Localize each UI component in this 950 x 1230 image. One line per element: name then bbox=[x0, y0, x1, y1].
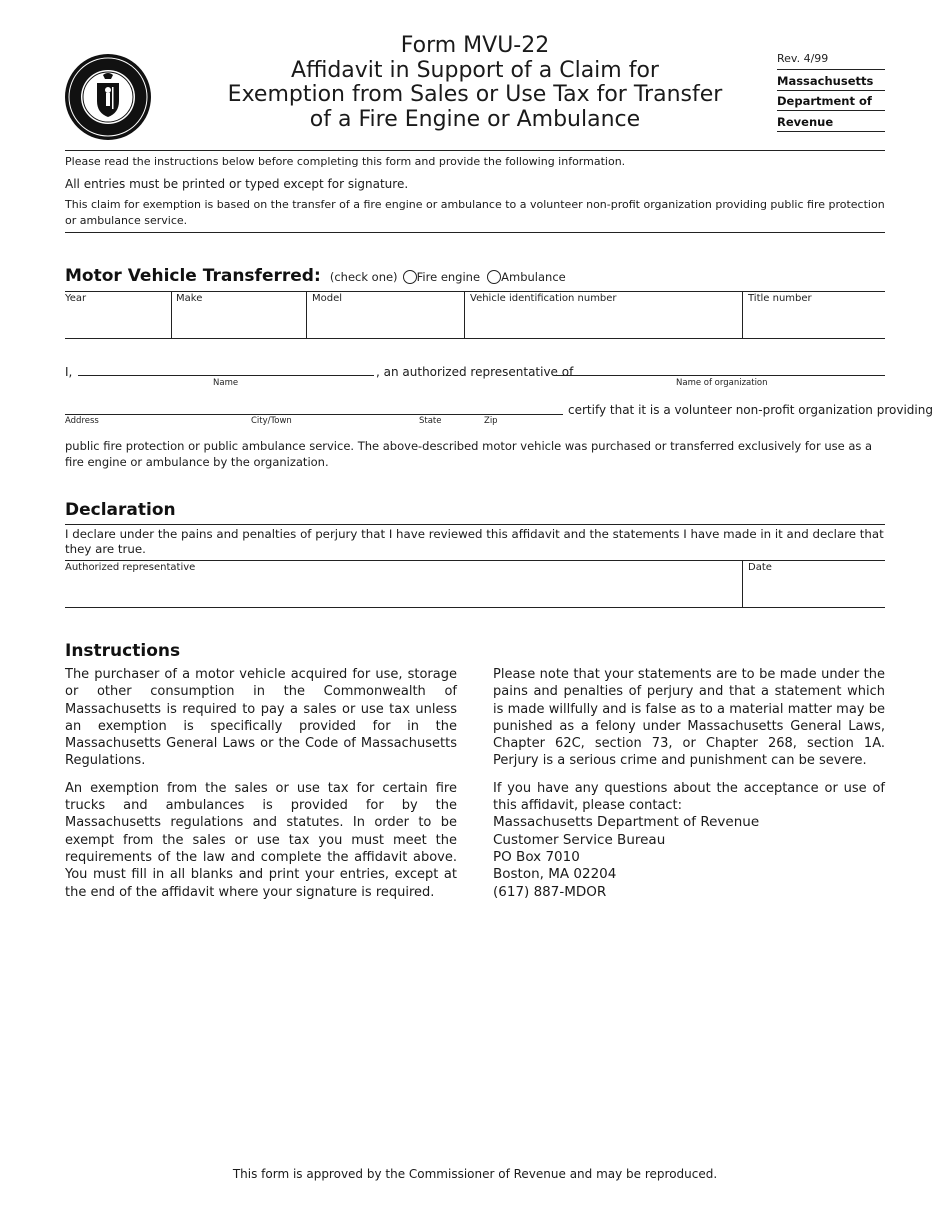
instructions-right-column bbox=[493, 666, 885, 901]
authorized-text: , an authorized representative of bbox=[376, 365, 574, 379]
contact-line-5: (617) 887-MDOR bbox=[493, 883, 607, 900]
form-title-block bbox=[200, 34, 750, 132]
instructions-para-2: An exemption from the sales or use tax for certain fire trucks and ambulances is provided for by the Massachusetts regulations and statutes. In order to be exempt from the sales or use tax you must meet the requirements of the law and complete the affidavit above. You must fill in all blanks and print your entries, except at the end of the affidavit where your signature is required. bbox=[65, 780, 457, 900]
fire-engine-radio[interactable] bbox=[403, 270, 417, 284]
instructions-para-4: If you have any questions about the acceptance or use of this affidavit, please contact: bbox=[493, 780, 885, 814]
state-seal bbox=[64, 53, 152, 141]
form-number: Form MVU-22 bbox=[400, 33, 550, 58]
organization-input[interactable] bbox=[555, 375, 885, 376]
date-field[interactable]: Date bbox=[748, 562, 772, 573]
model-field[interactable]: Model bbox=[312, 293, 343, 304]
vin-field[interactable]: Vehicle identification number bbox=[470, 293, 617, 304]
agency-line-2: Department of bbox=[777, 94, 872, 108]
revision-label: Rev. 4/99 bbox=[777, 52, 829, 65]
year-field[interactable]: Year bbox=[65, 293, 87, 304]
intro-line-1: Please read the instructions below before completing this form and provide the following information. bbox=[65, 155, 626, 168]
address-input[interactable] bbox=[65, 414, 563, 415]
name-input[interactable] bbox=[78, 375, 374, 376]
title-line-3: of a Fire Engine or Ambulance bbox=[309, 106, 641, 132]
instructions-para-1: The purchaser of a motor vehicle acquired for use, storage or other consumption in the Commonwealth of Massachusetts is required to pay a sales or use tax unless an exemption is specifically provided for in the Massachusetts General Laws or the Code of Massachusetts Regulations. bbox=[65, 667, 457, 769]
intro-line-3: This claim for exemption is based on the transfer of a fire engine or ambulance to a volunteer non-profit organization providing public fire protection or ambulance service. bbox=[65, 198, 885, 227]
contact-line-3: PO Box 7010 bbox=[493, 848, 580, 865]
instructions-left-column bbox=[65, 666, 457, 901]
certify-text: certify that it is a volunteer non-profit organization providing bbox=[568, 403, 933, 417]
fire-engine-label: Fire engine bbox=[416, 270, 481, 284]
i-label: I, bbox=[65, 365, 73, 379]
ambulance-radio[interactable] bbox=[487, 270, 501, 284]
contact-line-4: Boston, MA 02204 bbox=[493, 866, 617, 883]
contact-line-1: Massachusetts Department of Revenue bbox=[493, 814, 760, 831]
contact-block bbox=[493, 814, 885, 900]
agency-line-3: Revenue bbox=[777, 115, 834, 129]
zip-caption: Zip bbox=[484, 416, 498, 426]
title-line-1: Affidavit in Support of a Claim for bbox=[291, 57, 659, 83]
declaration-heading: Declaration bbox=[65, 500, 176, 520]
ambulance-label: Ambulance bbox=[501, 270, 566, 284]
seal-icon bbox=[64, 53, 152, 141]
state-caption: State bbox=[419, 416, 442, 426]
check-one-note: (check one) bbox=[329, 270, 398, 284]
city-caption: City/Town bbox=[251, 416, 292, 426]
name-caption: Name bbox=[213, 378, 239, 388]
declaration-text: I declare under the pains and penalties of perjury that I have reviewed this affidavit and the statements I have made in it and declare that they are true. bbox=[65, 527, 884, 556]
vehicle-heading: Motor Vehicle Transferred: bbox=[65, 266, 321, 286]
authorized-representative-field[interactable]: Authorized representative bbox=[65, 562, 196, 573]
certify-continuation: public fire protection or public ambulance service. The above-described motor vehicle was purchased or transferred exclusively for use as a fire engine or ambulance by the organization. bbox=[65, 439, 873, 469]
address-caption: Address bbox=[65, 416, 99, 426]
title-line-2: Exemption from Sales or Use Tax for Transfer bbox=[227, 82, 723, 107]
instructions-para-3: Please note that your statements are to be made under the pains and penalties of perjury and that a statement which is made willfully and is false as to a material matter may be punished as a felony under Massachusetts General Laws, Chapter 62C, section 73, or Chapter 268, section 1A. Perjury is a serious crime and punishment can be severe. bbox=[493, 667, 885, 769]
contact-line-2: Customer Service Bureau bbox=[493, 831, 666, 848]
footer-note: This form is approved by the Commissioner of Revenue and may be reproduced. bbox=[232, 1167, 718, 1181]
intro-line-2: All entries must be printed or typed except for signature. bbox=[65, 177, 409, 191]
agency-line-1: Massachusetts bbox=[777, 74, 874, 88]
vehicle-heading-row bbox=[65, 266, 566, 286]
organization-caption: Name of organization bbox=[676, 378, 768, 388]
instructions-heading: Instructions bbox=[65, 641, 181, 661]
make-field[interactable]: Make bbox=[176, 293, 203, 304]
title-number-field[interactable]: Title number bbox=[748, 293, 812, 304]
